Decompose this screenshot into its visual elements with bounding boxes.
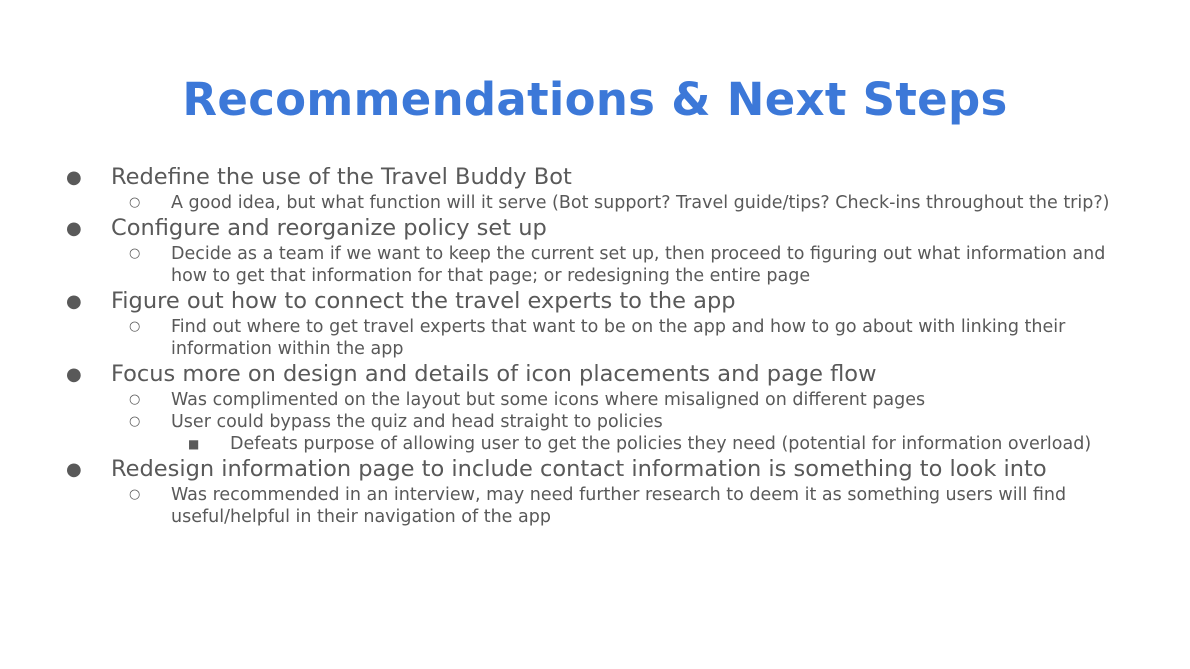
- bullet-item: [0, 163, 1190, 192]
- sub-bullet-text: Find out where to get travel experts that want to be on the app and how to go about with linking their information within the app: [171, 317, 1066, 359]
- bullet-item: [0, 455, 1190, 484]
- hollow-circle-bullet-icon: ○: [129, 487, 141, 502]
- sub-bullet-item: [0, 389, 1190, 411]
- bullet-text: Redesign information page to include contact information is something to look into: [111, 456, 1047, 482]
- hollow-circle-bullet-icon: ○: [129, 319, 141, 334]
- filled-circle-bullet-icon: ●: [66, 167, 82, 188]
- sub-bullet-item: [0, 243, 1190, 287]
- sub-bullet-item: [0, 192, 1190, 214]
- hollow-circle-bullet-icon: ○: [129, 195, 141, 210]
- sub-bullet-text: Was recommended in an interview, may need further research to deem it as something users will find useful/helpful in their navigation of the app: [171, 485, 1067, 527]
- sub-bullet-text: Decide as a team if we want to keep the current set up, then proceed to figuring out what information and how to get that information for that page; or redesigning the entire page: [171, 244, 1106, 286]
- bullet-text: Figure out how to connect the travel experts to the app: [111, 288, 736, 314]
- hollow-circle-bullet-icon: ○: [129, 392, 141, 407]
- bullet-item: [0, 214, 1190, 243]
- filled-circle-bullet-icon: ●: [66, 459, 82, 480]
- bullet-text: Focus more on design and details of icon placements and page flow: [111, 361, 877, 387]
- sub-bullet-item: [0, 484, 1190, 528]
- slide-title: Recommendations & Next Steps: [182, 73, 1008, 126]
- bullet-item: [0, 360, 1190, 389]
- filled-circle-bullet-icon: ●: [66, 218, 82, 239]
- bullet-text: Redefine the use of the Travel Buddy Bot: [111, 164, 572, 190]
- sub-sub-bullet-text: Defeats purpose of allowing user to get the policies they need (potential for information overload): [230, 434, 1092, 454]
- sub-sub-bullet-item: [0, 433, 1190, 455]
- square-bullet-icon: ■: [188, 437, 200, 451]
- filled-circle-bullet-icon: ●: [66, 364, 82, 385]
- sub-bullet-text: Was complimented on the layout but some icons where misaligned on different pages: [171, 390, 926, 410]
- sub-bullet-item: [0, 411, 1190, 433]
- bullet-text: Configure and reorganize policy set up: [111, 215, 547, 241]
- hollow-circle-bullet-icon: ○: [129, 414, 141, 429]
- filled-circle-bullet-icon: ●: [66, 291, 82, 312]
- hollow-circle-bullet-icon: ○: [129, 246, 141, 261]
- sub-bullet-text: User could bypass the quiz and head straight to policies: [171, 412, 663, 432]
- bullet-item: [0, 287, 1190, 316]
- sub-bullet-text: A good idea, but what function will it serve (Bot support? Travel guide/tips? Check-ins throughout the trip?): [171, 193, 1110, 213]
- sub-bullet-item: [0, 316, 1190, 360]
- bullet-list: [0, 163, 1190, 528]
